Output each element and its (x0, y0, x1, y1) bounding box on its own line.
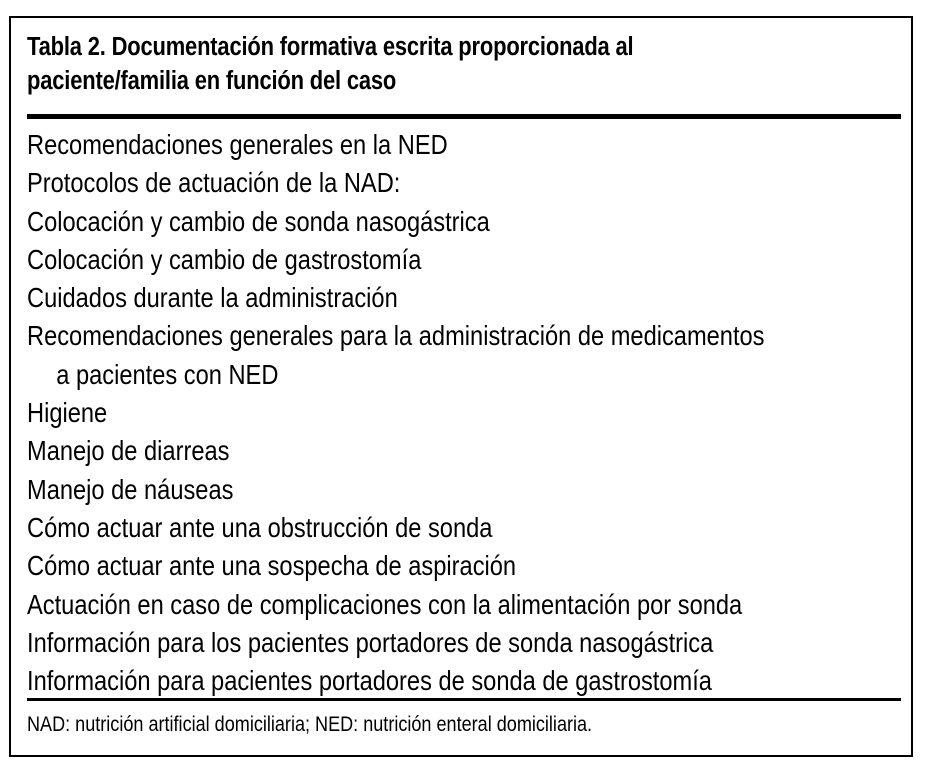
list-item: Manejo de náuseas (27, 473, 234, 505)
item-list (27, 126, 887, 700)
list-item: Actuación en caso de complicaciones con la alimentación por sonda (27, 588, 743, 620)
list-item: Recomendaciones generales para la administración de medicamentos (27, 320, 765, 352)
list-item: Colocación y cambio de gastrostomía (27, 243, 422, 275)
list-item: Cómo actuar ante una obstrucción de sonda (27, 511, 493, 543)
list-item: Cuidados durante la administración (27, 282, 398, 314)
list-item: Protocolos de actuación de la NAD: (27, 167, 401, 199)
table-title: Tabla 2. Documentación formativa escrita proporcionada al paciente/familia en función del caso (27, 33, 634, 95)
list-item: Recomendaciones generales en la NED (27, 129, 448, 160)
list-item: Higiene (27, 397, 108, 429)
header-rule (27, 114, 901, 119)
list-item: Colocación y cambio de sonda nasogástrica (27, 205, 490, 237)
footer-rule (27, 698, 901, 701)
list-item: Cómo actuar ante una sospecha de aspiración (27, 550, 517, 582)
list-item: Información para los pacientes portadores de sonda nasogástrica (27, 626, 714, 658)
table-footnote: NAD: nutrición artificial domiciliaria; NED: nutrición enteral domiciliaria. (27, 713, 593, 736)
table-frame (9, 16, 913, 757)
list-item-continuation: a pacientes con NED (56, 358, 279, 390)
list-item: Información para pacientes portadores de sonda de gastrostomía (27, 665, 712, 697)
list-item: Manejo de diarreas (27, 435, 230, 467)
